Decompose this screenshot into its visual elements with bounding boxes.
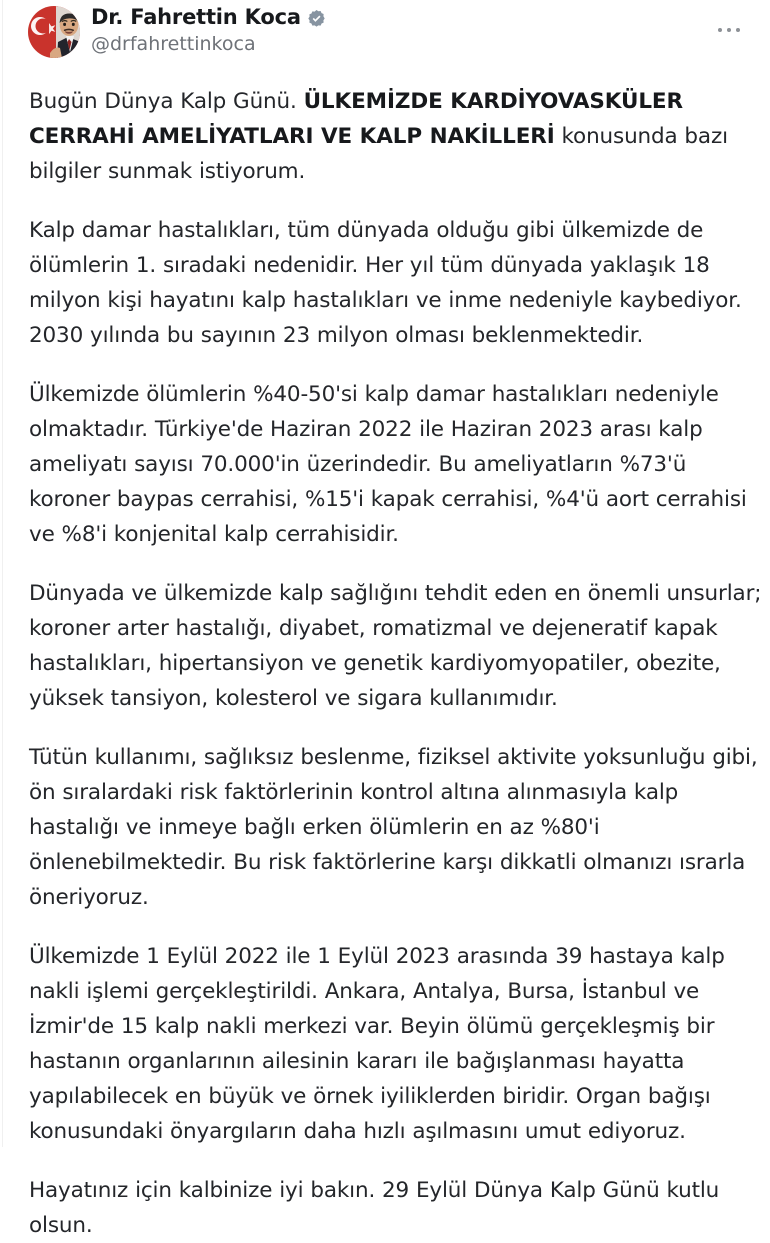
more-dot-3	[736, 28, 740, 32]
display-name[interactable]: Dr. Fahrettin Koca	[91, 5, 301, 29]
tweet-text-run: konusunda bazı bilgiler sunmak istiyorum.	[29, 124, 728, 184]
tweet-text-emphasis: ÜLKEMİZDE KARDİYOVASKÜLER CERRAHİ AMELİYATLARI VE KALP NAKİLLERİ	[29, 89, 683, 149]
tweet-text-run: Ülkemizde ölümlerin %40-50'si kalp damar hastalıkları nedeniyle olmaktadır. Türkiye'de Haziran 2022 ile Haziran 2023 arası kalp ameliyatı sayısı 70.000'in üzerindedir. Bu ameliyatların %73'ü koroner baypas cerrahisi, %15'i kapak cerrahisi, %4'ü aort cerrahisi ve %8'i konjenital kalp cerrahisidir.	[29, 382, 747, 547]
tweet-header	[28, 6, 742, 62]
handle[interactable]: @drfahrettinkoca	[91, 33, 256, 55]
more-horizontal-icon[interactable]	[718, 22, 740, 38]
tweet-paragraph	[29, 1173, 763, 1243]
tweet-paragraph	[29, 576, 763, 716]
more-dot-2	[727, 28, 731, 32]
more-dot-1	[718, 28, 722, 32]
left-edge-divider	[2, 0, 3, 1147]
author-block	[91, 4, 651, 56]
tweet-paragraph	[29, 213, 763, 353]
tweet-text-run: Hayatınız için kalbinize iyi bakın. 29 Eylül Dünya Kalp Günü kutlu olsun.	[29, 1178, 720, 1238]
tweet-text-run: Ülkemizde 1 Eylül 2022 ile 1 Eylül 2023 arasında 39 hastaya kalp nakli işlemi gerçekleştirildi. Ankara, Antalya, Bursa, İstanbul ve İzmir'de 15 kalp nakli merkezi var. Beyin ölümü gerçekleşmiş bir hastanın organlarının ailesinin kararı ile bağışlanması hayatta yapılabilecek en büyük ve örnek iyiliklerden biridir. Organ bağışı konusundaki önyargıların daha hızlı aşılmasını umut ediyoruz.	[29, 944, 725, 1144]
avatar[interactable]	[28, 6, 80, 58]
tweet-text-run: Kalp damar hastalıkları, tüm dünyada olduğu gibi ülkemizde de ölümlerin 1. sıradaki nedenidir. Her yıl tüm dünyada yaklaşık 18 milyon kişi hayatını kalp hastalıkları ve inme nedeniyle kaybediyor. 2030 yılında bu sayının 23 milyon olması beklenmektedir.	[29, 218, 742, 348]
display-name-row	[91, 4, 651, 30]
tweet-paragraph	[29, 740, 763, 915]
user-avatar-photo-icon	[28, 6, 80, 58]
tweet-paragraph	[29, 939, 763, 1149]
tweet-paragraph	[29, 377, 763, 552]
tweet-text-body	[29, 84, 763, 1243]
tweet-text-run: Bugün Dünya Kalp Günü.	[29, 89, 304, 114]
tweet-text-run: Tütün kullanımı, sağlıksız beslenme, fiziksel aktivite yoksunluğu gibi, ön sıralardaki risk faktörlerinin kontrol altına alınmasıyla kalp hastalığı ve inmeye bağlı erken ölümlerin en az %80'i önlenebilmektedir. Bu risk faktörlerine karşı dikkatli olmanızı ısrarla öneriyoruz.	[29, 745, 758, 910]
tweet-paragraph	[29, 84, 763, 189]
verified-badge-icon	[307, 9, 326, 28]
tweet-text-run: Dünyada ve ülkemizde kalp sağlığını tehdit eden en önemli unsurlar; koroner arter hastalığı, diyabet, romatizmal ve dejeneratif kapak hastalıkları, hipertansiyon ve genetik kardiyomyopatiler, obezite, yüksek tansiyon, kolesterol ve sigara kullanımıdır.	[29, 581, 762, 711]
